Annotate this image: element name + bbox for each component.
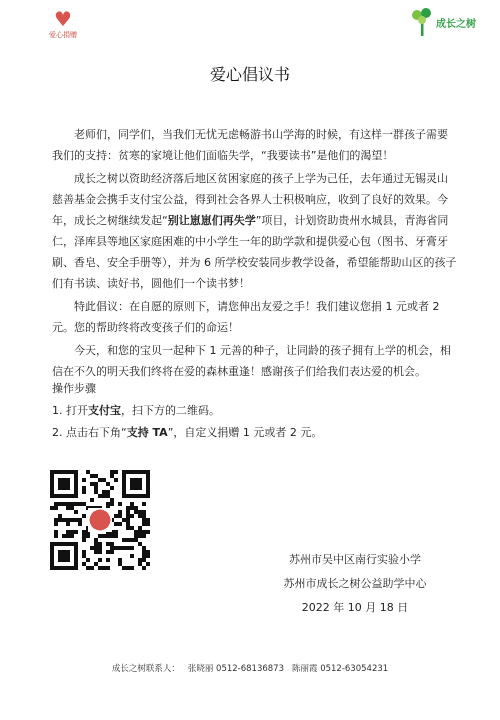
paragraph-2 bbox=[52, 168, 457, 294]
school-name: 苏州市吴中区南行实验小学 bbox=[289, 553, 421, 566]
paragraph-4: 今天，和您的宝贝一起种下 1 元善的种子，让同龄的孩子拥有上学的机会，相信在不久的明天我们终将在爱的森林重逢！感谢孩子们给我们表达爱的机会。 bbox=[52, 344, 451, 378]
contact-1: 张晓丽 0512-68136873 bbox=[187, 664, 284, 674]
paragraph-2-intro: 成长之树以资助经济落后地区贫困家庭的孩子上学为己任，去年通过无锡灵山慈善基金会携手支付宝公益，得到社会各界人士积极响应，收到了良好的效果。今年，成长之树继续发起“ bbox=[52, 172, 448, 227]
document-date: 2022 年 10 月 18 日 bbox=[301, 601, 409, 614]
signature-block bbox=[255, 548, 455, 620]
qr-code[interactable] bbox=[50, 470, 150, 570]
center-name: 苏州市成长之树公益助学中心 bbox=[283, 577, 427, 590]
growth-tree-logo-text: 成长之树 bbox=[436, 18, 476, 30]
charity-logo bbox=[28, 8, 98, 40]
tree-icon bbox=[410, 6, 434, 38]
step-2 bbox=[52, 422, 462, 444]
instructions bbox=[52, 378, 462, 444]
step-1-prefix: 1. 打开 bbox=[52, 404, 88, 417]
paragraph-2-rest: ”项目，计划资助贵州水城县，青海省同仁，泽库县等地区家庭困难的中小学生一年的助学款和提供爱心包（图书、牙膏牙刷、香皂、安全手册等），并为 6 所学校安装同步教学设备，希望能帮助山区的孩子们有书读、读好书，圆他们一个读书梦！ bbox=[52, 214, 457, 290]
letter-body bbox=[52, 124, 457, 382]
paragraph-3: 特此倡议：在自愿的原则下，请您伸出友爱之手！我们建议您捐 1 元或者 2 元。您的帮助终将改变孩子们的命运！ bbox=[52, 300, 440, 334]
paragraph-1: 老师们，同学们，当我们无忧无虑畅游书山学海的时候，有这样一群孩子需要我们的支持：贫寒的家境让他们面临失学，“我要读书”是他们的渴望！ bbox=[52, 128, 448, 162]
step-1 bbox=[52, 400, 462, 422]
instructions-heading: 操作步骤 bbox=[52, 382, 96, 395]
heart-icon: ♥ bbox=[54, 7, 72, 31]
project-name: 别让崽崽们再失学 bbox=[167, 214, 256, 227]
contact-label: 成长之树联系人： bbox=[111, 664, 180, 674]
step-2-prefix: 2. 点击右下角“ bbox=[52, 426, 127, 439]
step-2-suffix: ”，自定义捐赠 1 元或者 2 元。 bbox=[167, 426, 323, 439]
alipay-label: 支付宝 bbox=[88, 404, 121, 417]
charity-logo-caption: 爱心捐赠 bbox=[49, 31, 77, 39]
document-title: 爱心倡议书 bbox=[209, 65, 290, 84]
contact-footer bbox=[0, 662, 500, 674]
step-1-suffix: ，扫下方的二维码。 bbox=[121, 404, 220, 417]
contact-2: 陈丽霞 0512-63054231 bbox=[292, 664, 389, 674]
support-ta-label: 支持 TA bbox=[126, 426, 168, 439]
growth-tree-logo bbox=[410, 6, 476, 38]
